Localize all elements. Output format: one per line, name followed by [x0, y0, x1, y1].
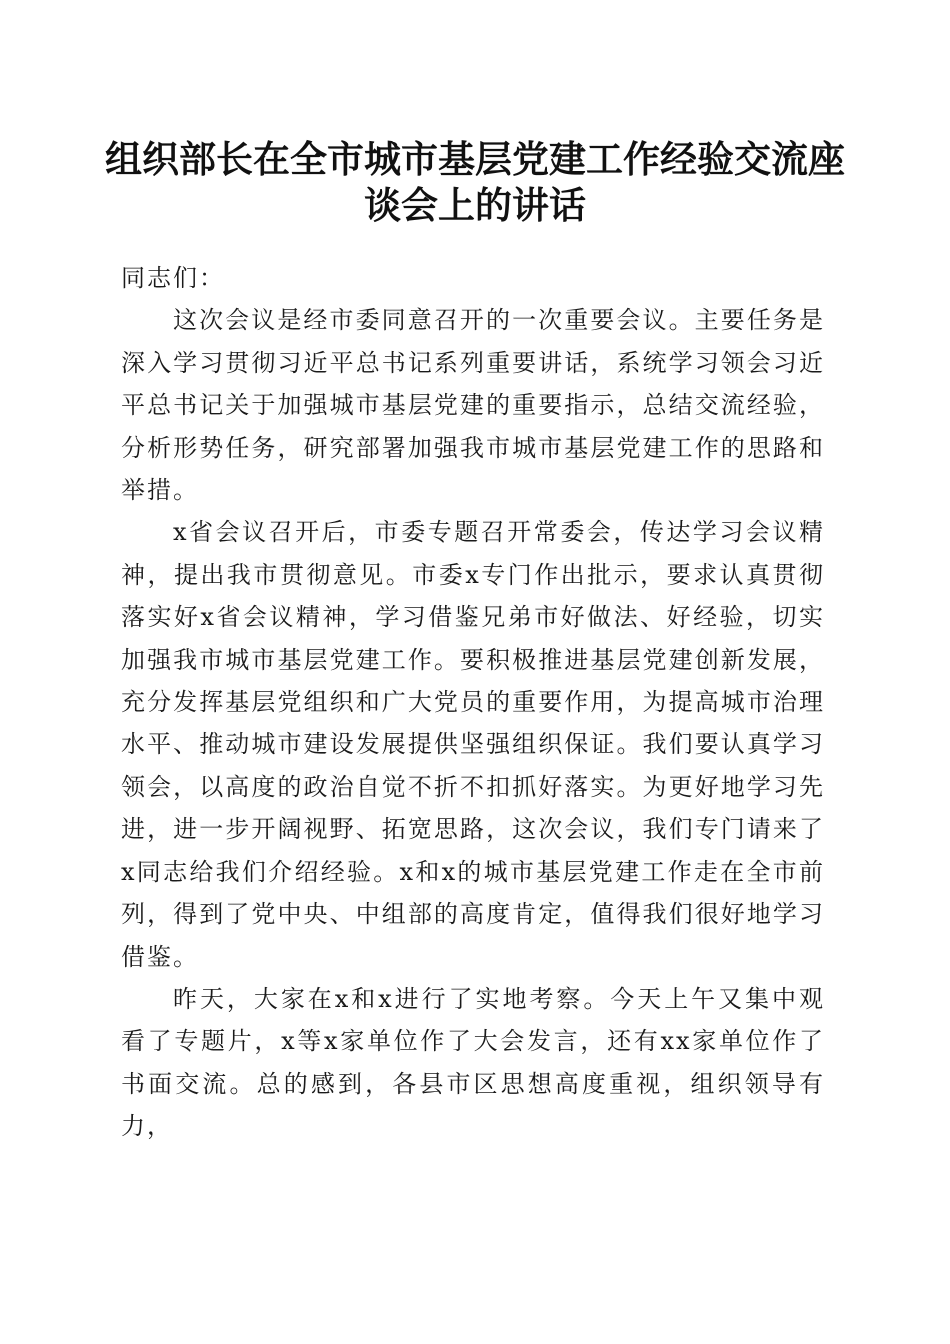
paragraph-2: x省会议召开后，市委专题召开常委会，传达学习会议精神，提出我市贯彻意见。市委x专门作出批示，要求认真贯彻落实好x省会议精神，学习借鉴兄弟市好做法、好经验，切实加强我市城市基层党建工作。要积极推进基层党建创新发展，充分发挥基层党组织和广大党员的重要作用，为提高城市治理水平、推动城市建设发展提供坚强组织保证。我们要认真学习领会，以高度的政治自觉不折不扣抓好落实。为更好地学习先进，进一步开阔视野、拓宽思路，这次会议，我们专门请来了x同志给我们介绍经验。x和x的城市基层党建工作走在全市前列，得到了党中央、中组部的高度肯定，值得我们很好地学习借鉴。 — [121, 518, 825, 971]
paragraph-1: 这次会议是经市委同意召开的一次重要会议。主要任务是深入学习贯彻习近平总书记系列重要讲话，系统学习领会习近平总书记关于加强城市基层党建的重要指示，总结交流经验，分析形势任务，研究部署加强我市城市基层党建工作的思路和举措。 — [121, 306, 825, 505]
document-body — [121, 257, 825, 1148]
salutation: 同志们： — [121, 264, 225, 292]
paragraph-3: 昨天，大家在x和x进行了实地考察。今天上午又集中观看了专题片，x等x家单位作了大会发言，还有xx家单位作了书面交流。总的感到，各县市区思想高度重视，组织领导有力， — [121, 984, 825, 1141]
title-line-1: 组织部长在全市城市基层党建工作经验交流座 — [105, 137, 845, 181]
title-line-2: 谈会上的讲话 — [364, 183, 586, 227]
document-title — [100, 136, 850, 228]
